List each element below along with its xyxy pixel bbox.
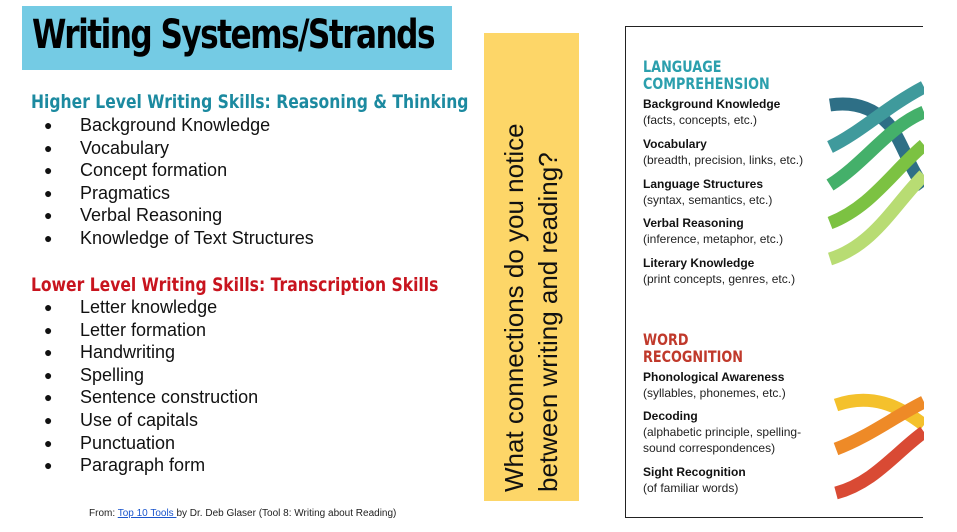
word-recognition-heading: WORD RECOGNITION	[643, 330, 743, 366]
reading-rope-figure	[625, 26, 923, 518]
list-item: ● Knowledge of Text Structures	[44, 227, 314, 248]
list-item: ● Concept formation	[44, 160, 228, 181]
list-item: ● Vocabulary	[44, 137, 170, 158]
strand-decoding: Decoding (alphabetic principle, spelling- sound correspondences)	[643, 409, 802, 455]
source-credit: From: Top 10 Tools by Dr. Deb Glaser (Tool 8: Writing about Reading)	[89, 508, 397, 519]
bullet-icon: ●	[44, 457, 53, 474]
list-item: ● Handwriting	[44, 342, 176, 363]
bullet-icon: ●	[44, 117, 53, 133]
list-item: ● Pragmatics	[44, 182, 171, 203]
list-item: ● Sentence construction	[44, 387, 259, 408]
question-box	[484, 33, 579, 501]
strand-vocabulary: Vocabulary (breadth, precision, links, etc.)	[643, 137, 804, 167]
list-item: ● Spelling	[44, 364, 145, 385]
list-item: ● Paragraph form	[44, 455, 206, 476]
bullet-icon: ●	[44, 299, 53, 315]
bullet-icon: ●	[44, 344, 53, 361]
bullet-icon: ●	[44, 389, 53, 406]
bullet-icon: ●	[44, 207, 53, 224]
bullet-icon: ●	[44, 434, 53, 451]
bullet-icon: ●	[44, 411, 53, 428]
list-item: ● Letter formation	[44, 319, 207, 340]
strand-phonological-awareness: Phonological Awareness (syllables, phonemes, etc.)	[643, 370, 786, 400]
top-10-tools-link[interactable]: Top 10 Tools	[117, 508, 177, 519]
lower-level-heading: Lower Level Writing Skills: Transcription Skills	[31, 274, 439, 296]
bullet-icon: ●	[44, 321, 53, 338]
higher-level-heading: Higher Level Writing Skills: Reasoning & Thinking	[31, 91, 469, 113]
bullet-icon: ●	[44, 366, 53, 383]
strand-sight-recognition: Sight Recognition (of familiar words)	[643, 465, 746, 495]
title-banner	[22, 6, 452, 70]
list-item: ● Verbal Reasoning	[44, 205, 223, 226]
strand-language-structures: Language Structures (syntax, semantics, etc.)	[643, 177, 773, 207]
bullet-icon: ●	[44, 184, 53, 201]
list-item: ● Letter knowledge	[44, 297, 218, 317]
list-item: ● Use of capitals	[44, 409, 199, 430]
question-line-2: between writing and reading?	[533, 152, 563, 492]
page-title: Writing Systems/Strands	[32, 12, 434, 58]
bullet-icon: ●	[44, 139, 53, 156]
strand-background-knowledge: Background Knowledge (facts, concepts, etc.)	[643, 97, 781, 127]
bullet-icon: ●	[44, 229, 53, 246]
question-text	[497, 42, 565, 492]
bullet-icon: ●	[44, 162, 53, 179]
strand-literary-knowledge: Literary Knowledge (print concepts, genres, etc.)	[643, 256, 796, 286]
list-item: ● Background Knowledge	[44, 115, 271, 135]
question-line-1: What connections do you notice	[499, 123, 529, 492]
higher-level-list	[44, 114, 314, 250]
language-comprehension-heading: LANGUAGE COMPREHENSION	[643, 57, 770, 93]
lower-level-list	[44, 296, 258, 477]
list-item: ● Punctuation	[44, 432, 176, 453]
strand-verbal-reasoning: Verbal Reasoning (inference, metaphor, etc.)	[643, 216, 784, 246]
